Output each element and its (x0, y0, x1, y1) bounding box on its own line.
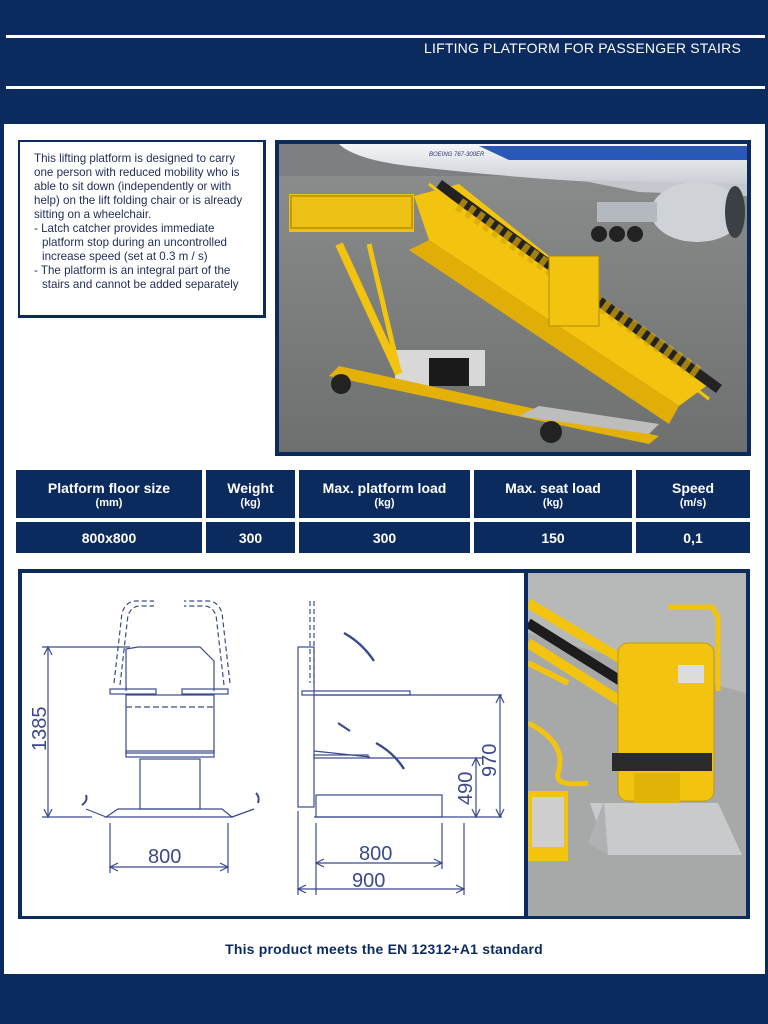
specs-header-unit: (kg) (542, 497, 564, 509)
dim-width-front: 800 (148, 846, 182, 868)
specs-value-cell: 800x800 (16, 522, 202, 553)
specs-value-row (16, 522, 750, 553)
specs-header-label: Weight (227, 480, 274, 496)
description-bullet: - The platform is an integral part of the stairs and cannot be added separately (34, 264, 239, 291)
dim-height-total: 1385 (29, 706, 51, 751)
specs-header-label: Max. seat load (505, 480, 601, 496)
specs-header-unit: (mm) (95, 497, 123, 509)
specs-header-unit: (kg) (240, 497, 261, 509)
dim-seat-height: 490 (455, 771, 477, 805)
technical-drawing-svg (22, 573, 524, 916)
specs-header-cell (636, 470, 750, 518)
page-title: LIFTING PLATFORM FOR PASSENGER STAIRS (424, 40, 741, 56)
specs-header-cell (299, 470, 470, 518)
specs-header-label: Max. platform load (322, 480, 447, 496)
specs-header-label: Speed (671, 480, 714, 496)
header-rule-top (6, 35, 765, 38)
specs-header-cell (16, 470, 202, 518)
description-intro: This lifting platform is designed to carry one person with reduced mobility who is able to sit down (independently or with help) on the lift folding chair or is already sitting on a wheelchair. (34, 152, 243, 221)
specs-header-cell (206, 470, 295, 518)
specs-header-row (16, 470, 750, 518)
specs-value-cell: 0,1 (636, 522, 750, 553)
specs-header-label: Platform floor size (47, 480, 171, 496)
main-photo (279, 144, 747, 452)
header-rule-bottom (6, 86, 765, 89)
specs-value-cell: 300 (299, 522, 470, 553)
specs-header-unit: (kg) (374, 497, 395, 509)
specs-header-cell (474, 470, 632, 518)
description-box (18, 140, 266, 318)
aircraft-text: BOEING 767-300ER (429, 152, 485, 158)
standard-note: This product meets the EN 12312+A1 standard (225, 941, 543, 957)
description-bullet: - Latch catcher provides immediate platform stop during an uncontrolled increase speed (set at 0.3 m / s) (34, 222, 227, 263)
specs-value-cell: 150 (474, 522, 632, 553)
specs-header-unit: (m/s) (679, 497, 707, 509)
dim-backrest-height: 970 (479, 743, 501, 777)
detail-photo (528, 573, 746, 916)
dim-width-side: 800 (359, 843, 393, 865)
specs-value-cell: 300 (206, 522, 295, 553)
dim-depth-total: 900 (352, 870, 386, 892)
technical-drawing (22, 573, 524, 916)
